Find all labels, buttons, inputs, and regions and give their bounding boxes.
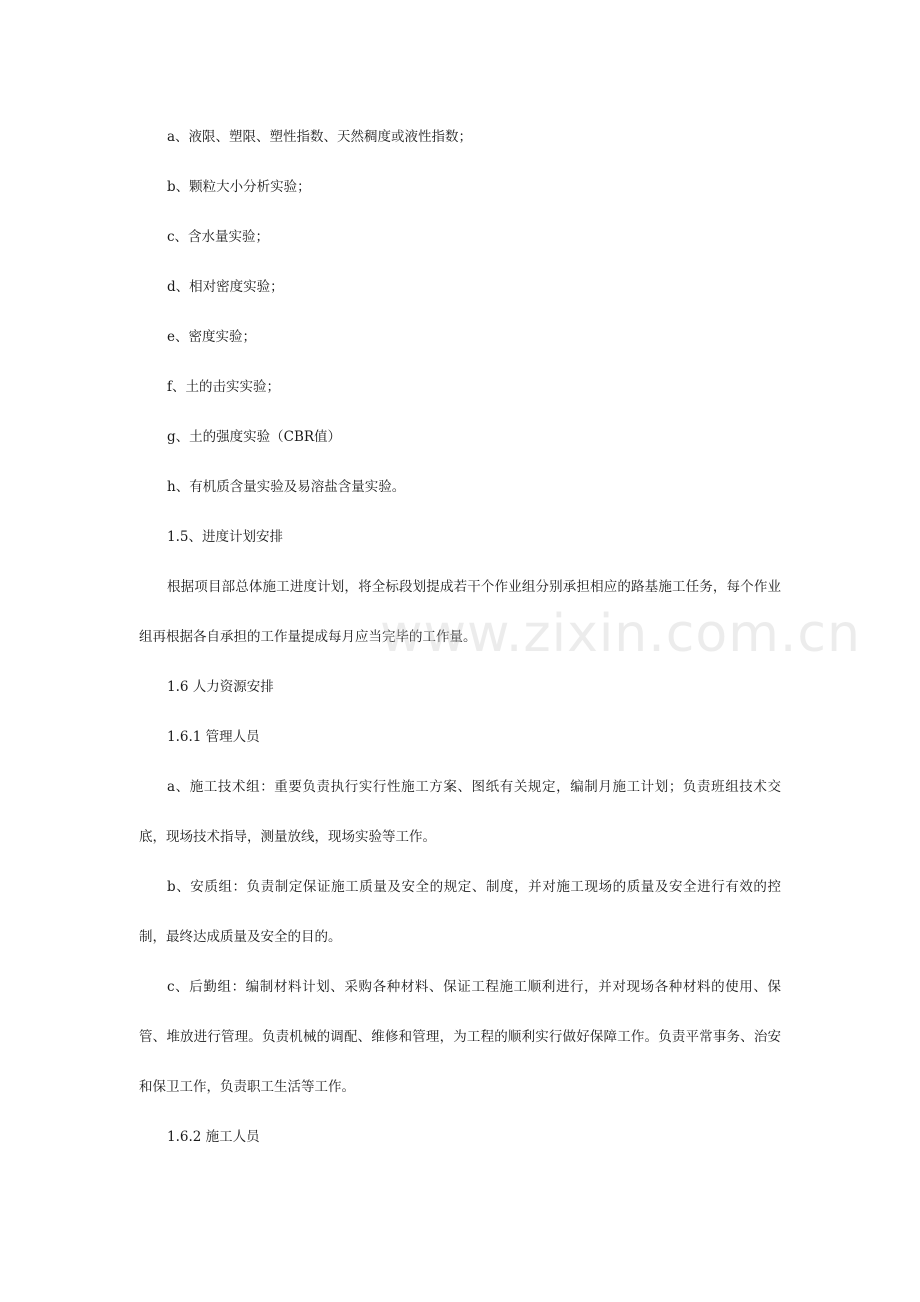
section-heading-1-6: 1.6 人力资源安排 <box>167 679 274 695</box>
paragraph-quality-group: b、安质组：负责制定保证施工质量及安全的规定、制度，并对施工现场的质量及安全进行有效的控制，最终达成质量及安全的目的。 <box>139 879 781 945</box>
paragraph-tech-group: a、施工技术组：重要负责执行实行性施工方案、图纸有关规定，编制月施工计划；负责班组技术交底，现场技术指导，测量放线，现场实验等工作。 <box>139 779 781 845</box>
paragraph-test-c: c、含水量实验； <box>167 229 270 245</box>
paragraph-test-d: d、相对密度实验； <box>167 279 284 295</box>
paragraph-test-a: a、液限、塑限、塑性指数、天然稠度或液性指数； <box>167 129 473 145</box>
paragraph-schedule: 根据项目部总体施工进度计划，将全标段划提成若干个作业组分别承担相应的路基施工任务，每个作业组再根据各自承担的工作量提成每月应当完毕的工作量。 <box>139 579 781 645</box>
section-heading-1-6-2: 1.6.2 施工人员 <box>167 1129 260 1145</box>
paragraph-test-b: b、颗粒大小分析实验； <box>167 179 311 195</box>
paragraph-test-f: f、土的击实实验； <box>167 379 280 395</box>
paragraph-test-e: e、密度实验； <box>167 329 256 345</box>
paragraph-logistics-group: c、后勤组：编制材料计划、采购各种材料、保证工程施工顺利进行，并对现场各种材料的使用、保管、堆放进行管理。负责机械的调配、维修和管理，为工程的顺利实行做好保障工作。负责平常事务、治安和保卫工作，负责职工生活等工作。 <box>139 979 781 1095</box>
section-heading-1-6-1: 1.6.1 管理人员 <box>167 729 260 745</box>
paragraph-test-h: h、有机质含量实验及易溶盐含量实验。 <box>167 479 406 495</box>
section-heading-1-5: 1.5、进度计划安排 <box>167 529 283 545</box>
paragraph-test-g: g、土的强度实验（CBR值） <box>167 429 342 445</box>
watermark: www.zixin.com.cn <box>380 604 861 664</box>
